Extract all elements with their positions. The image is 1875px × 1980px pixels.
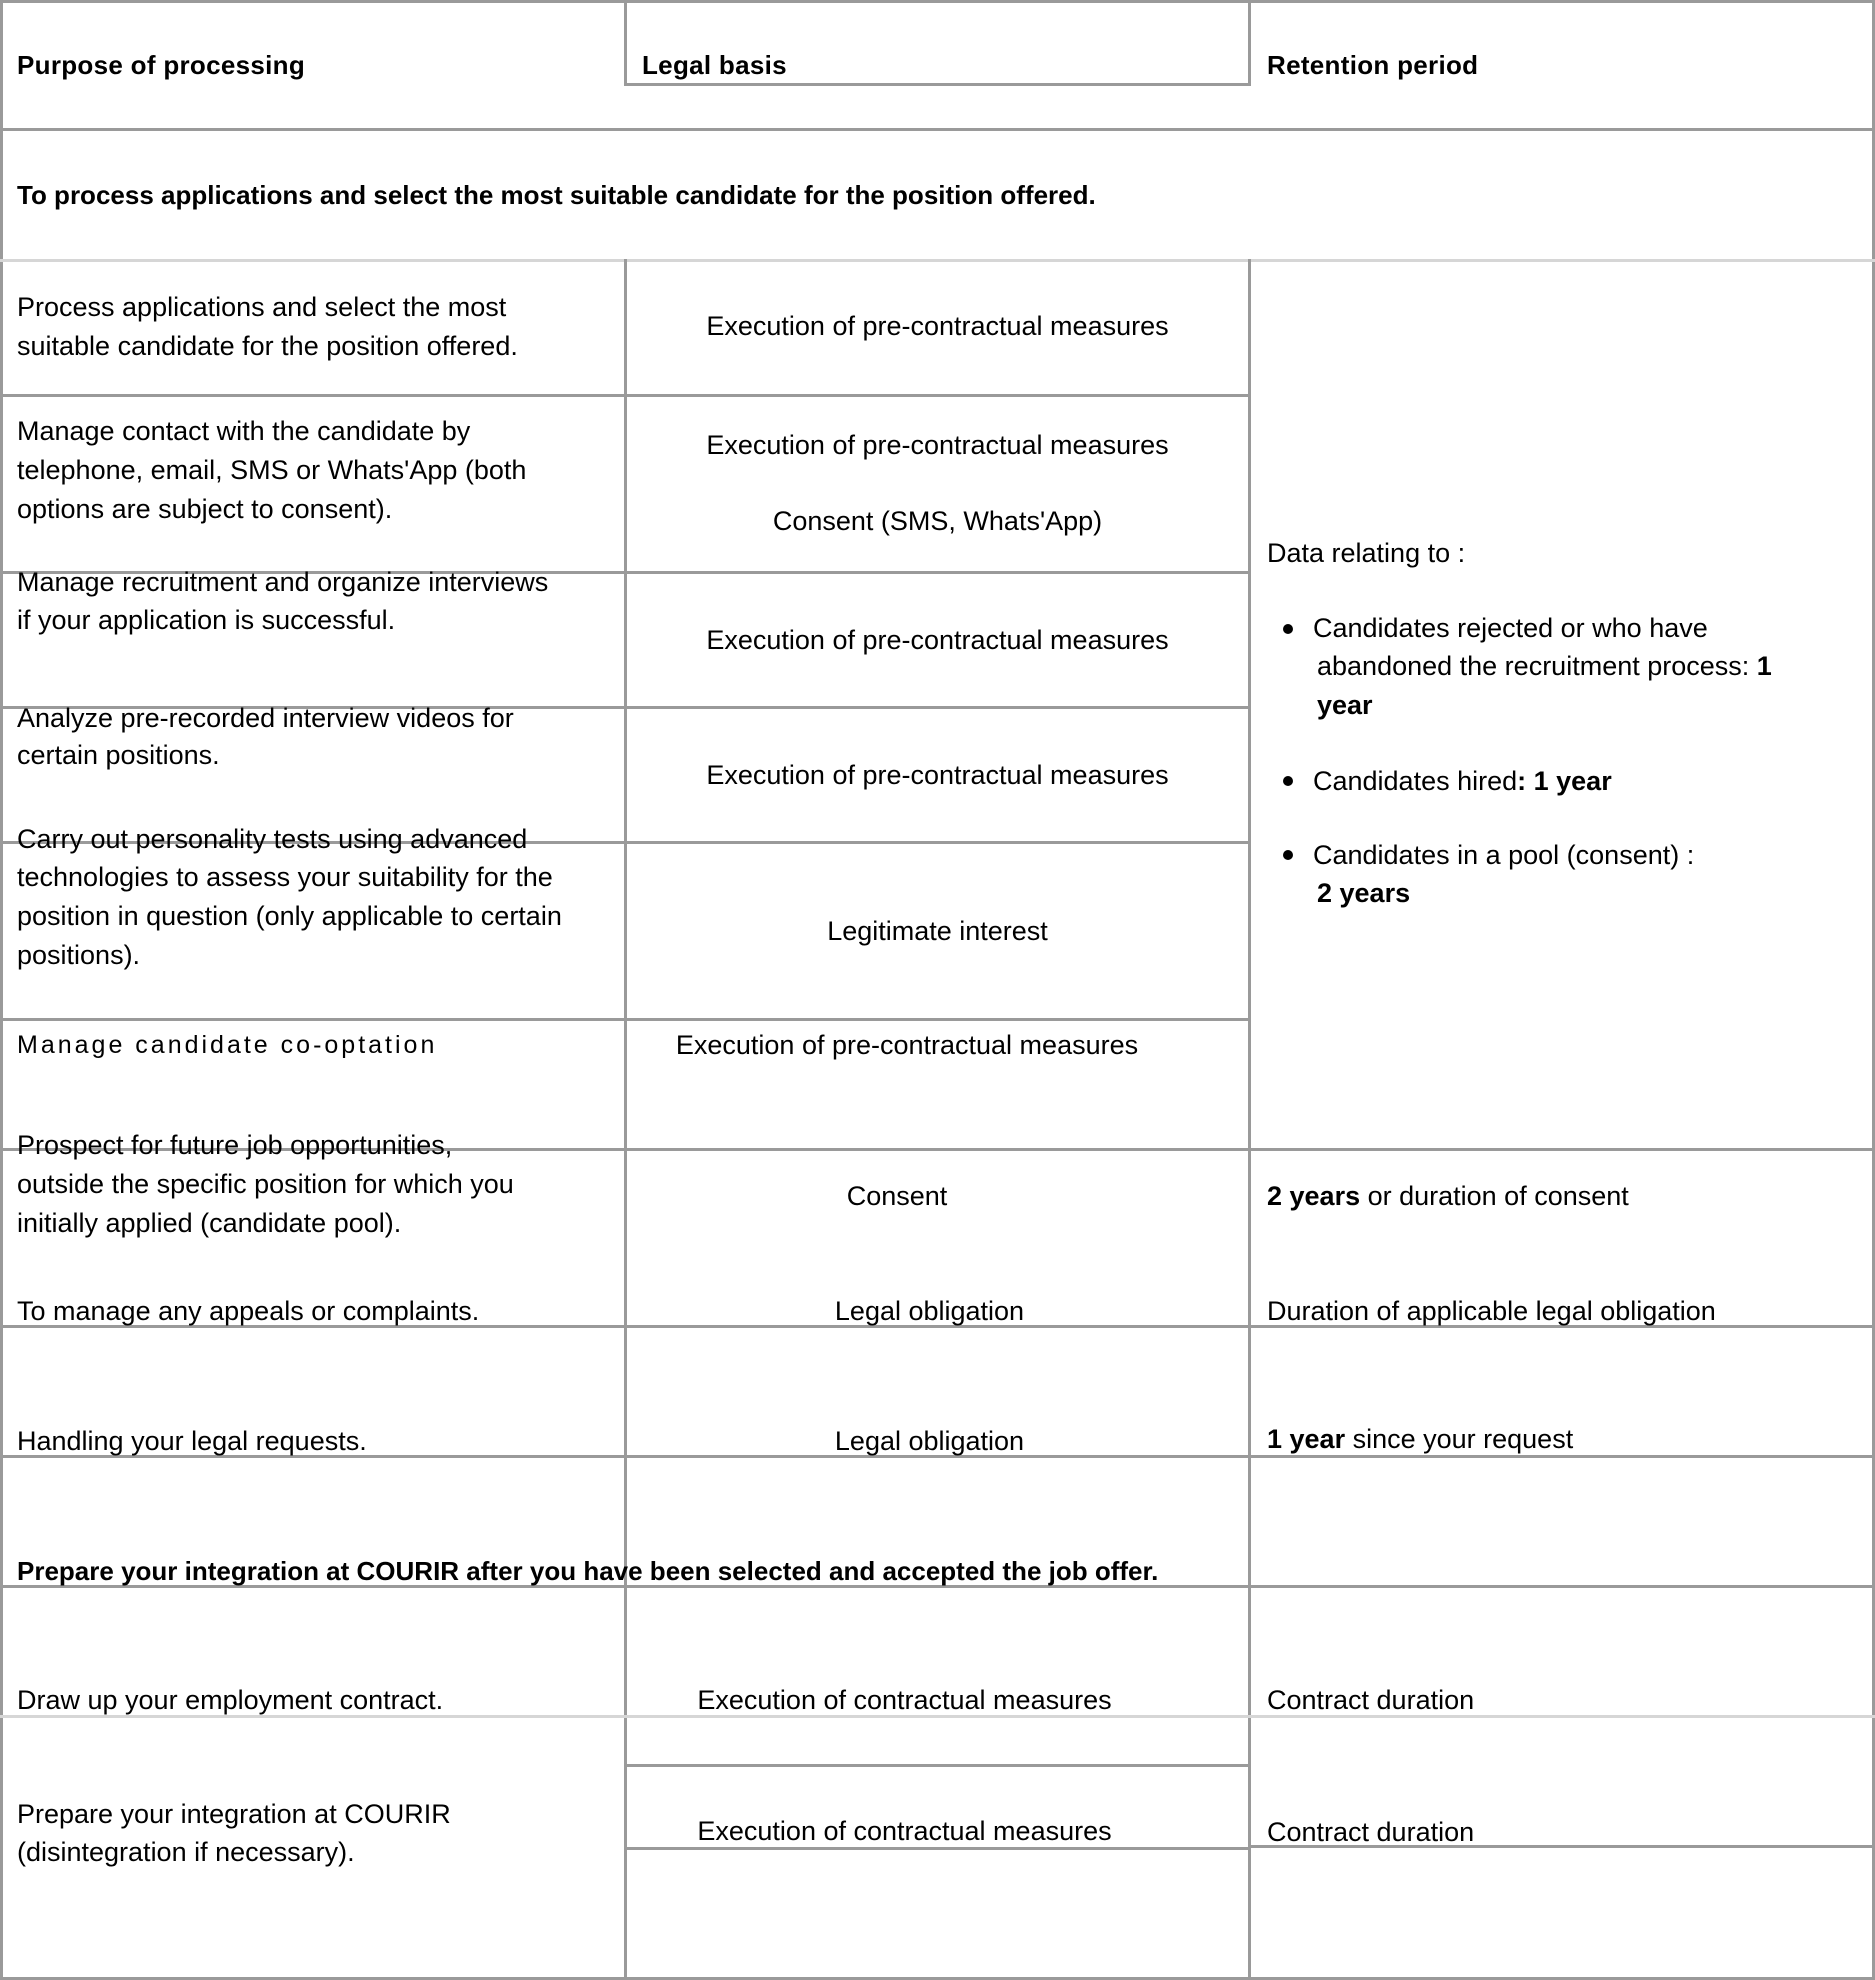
legal-basis-text: Legal obligation	[834, 1296, 1025, 1326]
purpose-text: position in question (only applicable to certain	[17, 901, 562, 931]
retention-text: Duration of applicable legal obligation	[1267, 1296, 1716, 1326]
row-divider	[0, 259, 1875, 262]
legal-basis-text: Legitimate interest	[827, 916, 1048, 946]
purpose-text: technologies to assess your suitability for the	[17, 862, 553, 892]
legal-basis-text: Execution of pre-contractual measures	[706, 625, 1169, 655]
legal-basis-text: Consent (SMS, Whats'App)	[772, 506, 1103, 536]
legal-basis-text: Execution of contractual measures	[697, 1685, 1112, 1715]
purpose-text: Carry out personality tests using advanced	[17, 824, 528, 854]
retention-text: Contract duration	[1267, 1817, 1475, 1847]
purpose-text: Handling your legal requests.	[17, 1426, 367, 1456]
purpose-text: Manage recruitment and organize interviews	[17, 567, 549, 597]
row-divider	[624, 1764, 1251, 1767]
retention-item-bold: 2 years	[1317, 878, 1411, 908]
legal-basis-text: Execution of pre-contractual measures	[675, 1030, 1139, 1060]
retention-item: Candidates hired: 1 year	[1313, 766, 1612, 796]
purpose-text: Analyze pre-recorded interview videos for	[17, 703, 514, 733]
header-retention-period: Retention period	[1267, 50, 1479, 80]
purpose-text: options are subject to consent).	[17, 494, 393, 524]
retention-item-bold: year	[1317, 690, 1373, 720]
row-divider	[0, 128, 1875, 131]
purpose-text: if your application is successful.	[17, 605, 396, 635]
retention-text: 1 year since your request	[1267, 1424, 1574, 1454]
header-purpose: Purpose of processing	[17, 50, 306, 80]
col-divider	[1248, 0, 1251, 86]
retention-item: abandoned the recruitment process: 1	[1317, 651, 1772, 681]
purpose-text: telephone, email, SMS or Whats'App (both	[17, 455, 527, 485]
purpose-text: Manage contact with the candidate by	[17, 416, 471, 446]
purpose-text: positions).	[17, 940, 141, 970]
legal-basis-text: Execution of pre-contractual measures	[706, 311, 1169, 341]
bullet-icon	[1283, 776, 1293, 786]
section-title: To process applications and select the most suitable candidate for the position offered.	[17, 180, 1096, 210]
row-divider	[0, 394, 1251, 397]
purpose-text: (disintegration if necessary).	[17, 1837, 355, 1867]
bullet-icon	[1283, 624, 1293, 634]
purpose-text: Prospect for future job opportunities,	[17, 1130, 453, 1160]
retention-intro: Data relating to :	[1267, 538, 1466, 568]
bullet-icon	[1283, 850, 1293, 860]
legal-basis-text: Execution of pre-contractual measures	[706, 430, 1169, 460]
header-legal-basis: Legal basis	[642, 50, 787, 80]
purpose-text: suitable candidate for the position offered.	[17, 331, 518, 361]
retention-text: Contract duration	[1267, 1685, 1475, 1715]
table-border-top	[0, 0, 1875, 3]
purpose-text: certain positions.	[17, 740, 220, 770]
purpose-text: Prepare your integration at COURIR	[17, 1799, 451, 1829]
purpose-text: To manage any appeals or complaints.	[17, 1296, 480, 1326]
purpose-text: initially applied (candidate pool).	[17, 1208, 402, 1238]
purpose-text: Draw up your employment contract.	[17, 1685, 444, 1715]
purpose-text: Process applications and select the most	[17, 292, 507, 322]
legal-basis-text: Consent	[846, 1181, 948, 1211]
col-divider	[624, 0, 627, 86]
retention-item: Candidates in a pool (consent) :	[1313, 840, 1695, 870]
retention-item: Candidates rejected or who have	[1313, 613, 1708, 643]
legal-basis-text: Execution of contractual measures	[697, 1816, 1112, 1846]
purpose-text: Manage candidate co-optation	[17, 1031, 438, 1059]
table-border-left	[0, 0, 3, 1980]
row-divider	[0, 1018, 1251, 1021]
col-divider	[1248, 259, 1251, 1980]
retention-text: 2 years or duration of consent	[1267, 1181, 1629, 1211]
legal-basis-text: Execution of pre-contractual measures	[706, 760, 1169, 790]
section-title: Prepare your integration at COURIR after you have been selected and accepted the job offer.	[17, 1556, 1159, 1586]
legal-basis-text: Legal obligation	[834, 1426, 1025, 1456]
purpose-text: outside the specific position for which you	[17, 1169, 514, 1199]
